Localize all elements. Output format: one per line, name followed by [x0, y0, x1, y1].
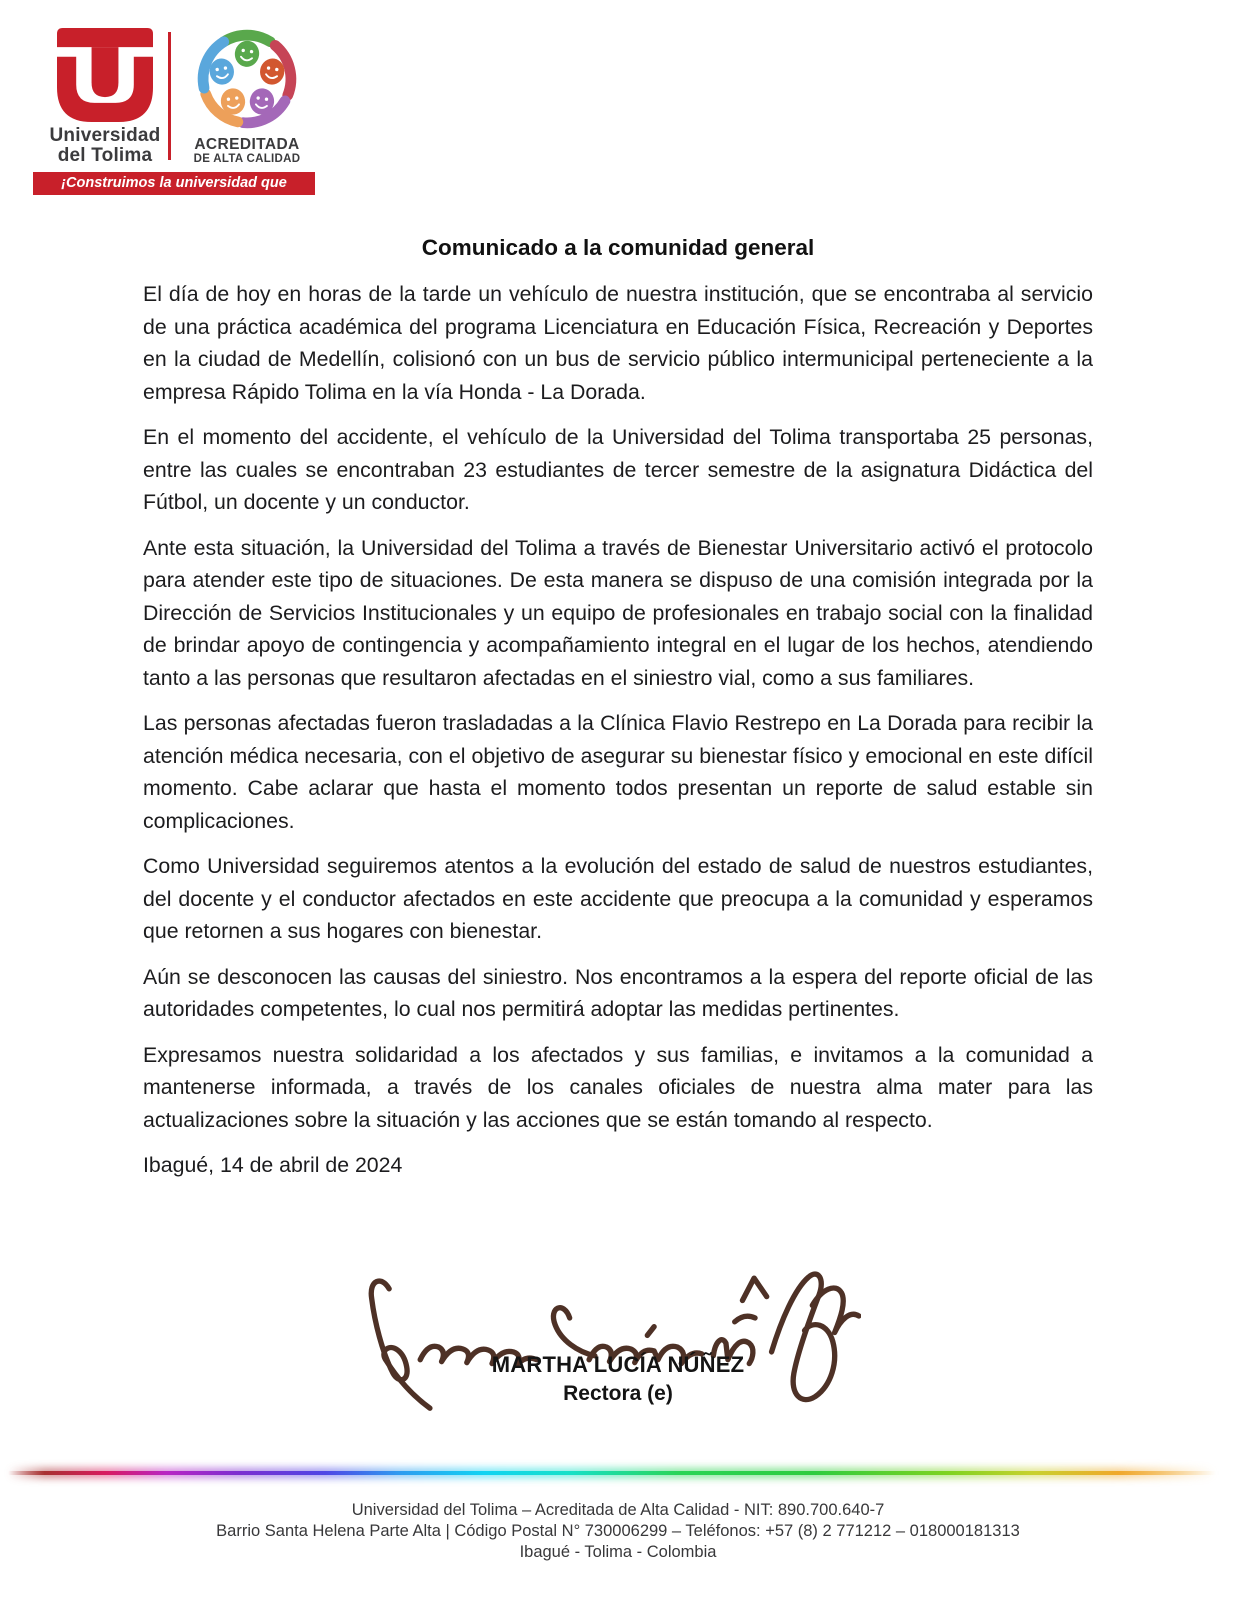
- letter-body: [143, 278, 1093, 1195]
- accreditation-label-line1: ACREDITADA: [194, 136, 300, 153]
- signer-role: Rectora (e): [563, 1382, 673, 1405]
- footer-line3: Ibagué - Tolima - Colombia: [519, 1543, 717, 1561]
- paragraph-7: Expresamos nuestra solidaridad a los afectados y sus familias, e invitamos a la comunidad a mantenerse informada, a través de los canales oficiales de nuestra alma mater para las actualizaciones sobre la situación y las acciones que se están tomando al respecto.: [143, 1042, 1093, 1132]
- paragraph-3: Ante esta situación, la Universidad del Tolima a través de Bienestar Universitario activó el protocolo para atender este tipo de situaciones. De esta manera se dispuso de una comisión integrada por la Dirección de Servicios Institucionales y un equipo de profesionales en trabajo social con la finalidad de brindar apoyo de contingencia y acompañamiento integral en el lugar de los hechos, atendiendo tanto a las personas que resultaron afectadas en el siniestro vial, como a sus familiares.: [143, 535, 1093, 690]
- dateline: Ibagué, 14 de abril de 2024: [143, 1153, 403, 1177]
- paragraph-1: El día de hoy en horas de la tarde un vehículo de nuestra institución, que se encontraba al servicio de una práctica académica del programa Licenciatura en Educación Física, Recreación y Deportes en la ciudad de Medellín, colisionó con un bus de servicio público intermunicipal perteneciente a la empresa Rápido Tolima en la vía Honda - La Dorada.: [143, 282, 1093, 404]
- letterhead: [0, 0, 360, 214]
- paragraph-5: Como Universidad seguiremos atentos a la evolución del estado de salud de nuestros estudiantes, del docente y el conductor afectados en este accidente que preocupa a la comunidad y esperamos que retornen a sus hogares con bienestar.: [143, 854, 1093, 943]
- accreditation-seal-icon: [191, 23, 303, 135]
- letter-title: Comunicado a la comunidad general: [421, 235, 815, 261]
- slogan-banner: ¡Construimos la universidad que soñamos!: [33, 172, 315, 195]
- paragraph-6: Aún se desconocen las causas del siniestro. Nos encontramos a la espera del reporte oficial de las autoridades competentes, lo cual nos permitirá adoptar las medidas pertinentes.: [143, 964, 1093, 1021]
- university-ut-logo-icon: [57, 27, 153, 123]
- university-wordmark: [20, 126, 190, 166]
- rainbow-divider: [8, 1471, 1228, 1475]
- paragraph-2: En el momento del accidente, el vehículo de la Universidad del Tolima transportaba 25 personas, entre las cuales se encontraban 23 estudiantes de tercer semestre de la asignatura Didáctica del Fútbol, un docente y un conductor.: [143, 425, 1093, 514]
- footer-text: [0, 1500, 1236, 1563]
- paragraph-4: Las personas afectadas fueron trasladadas a la Clínica Flavio Restrepo en La Dorada para recibir la atención médica necesaria, con el objetivo de asegurar su bienestar físico y emocional en este difícil momento. Cabe aclarar que hasta el momento todos presentan un reporte de salud estable sin complicaciones.: [143, 711, 1093, 833]
- letterhead-divider: [168, 32, 171, 160]
- wordmark-line1: Universidad: [49, 125, 161, 146]
- signer-name: MARTHA LUCÍA NÚÑEZ: [491, 1352, 745, 1377]
- accreditation-label-line2: DE ALTA CALIDAD: [193, 153, 301, 165]
- footer-line2: Barrio Santa Helena Parte Alta | Código Postal N° 730006299 – Teléfonos: +57 (8) 2 771212 – 018000181313: [216, 1522, 1020, 1540]
- wordmark-line2: del Tolima: [57, 145, 153, 166]
- footer-line1: Universidad del Tolima – Acreditada de Alta Calidad - NIT: 890.700.640-7: [351, 1501, 885, 1519]
